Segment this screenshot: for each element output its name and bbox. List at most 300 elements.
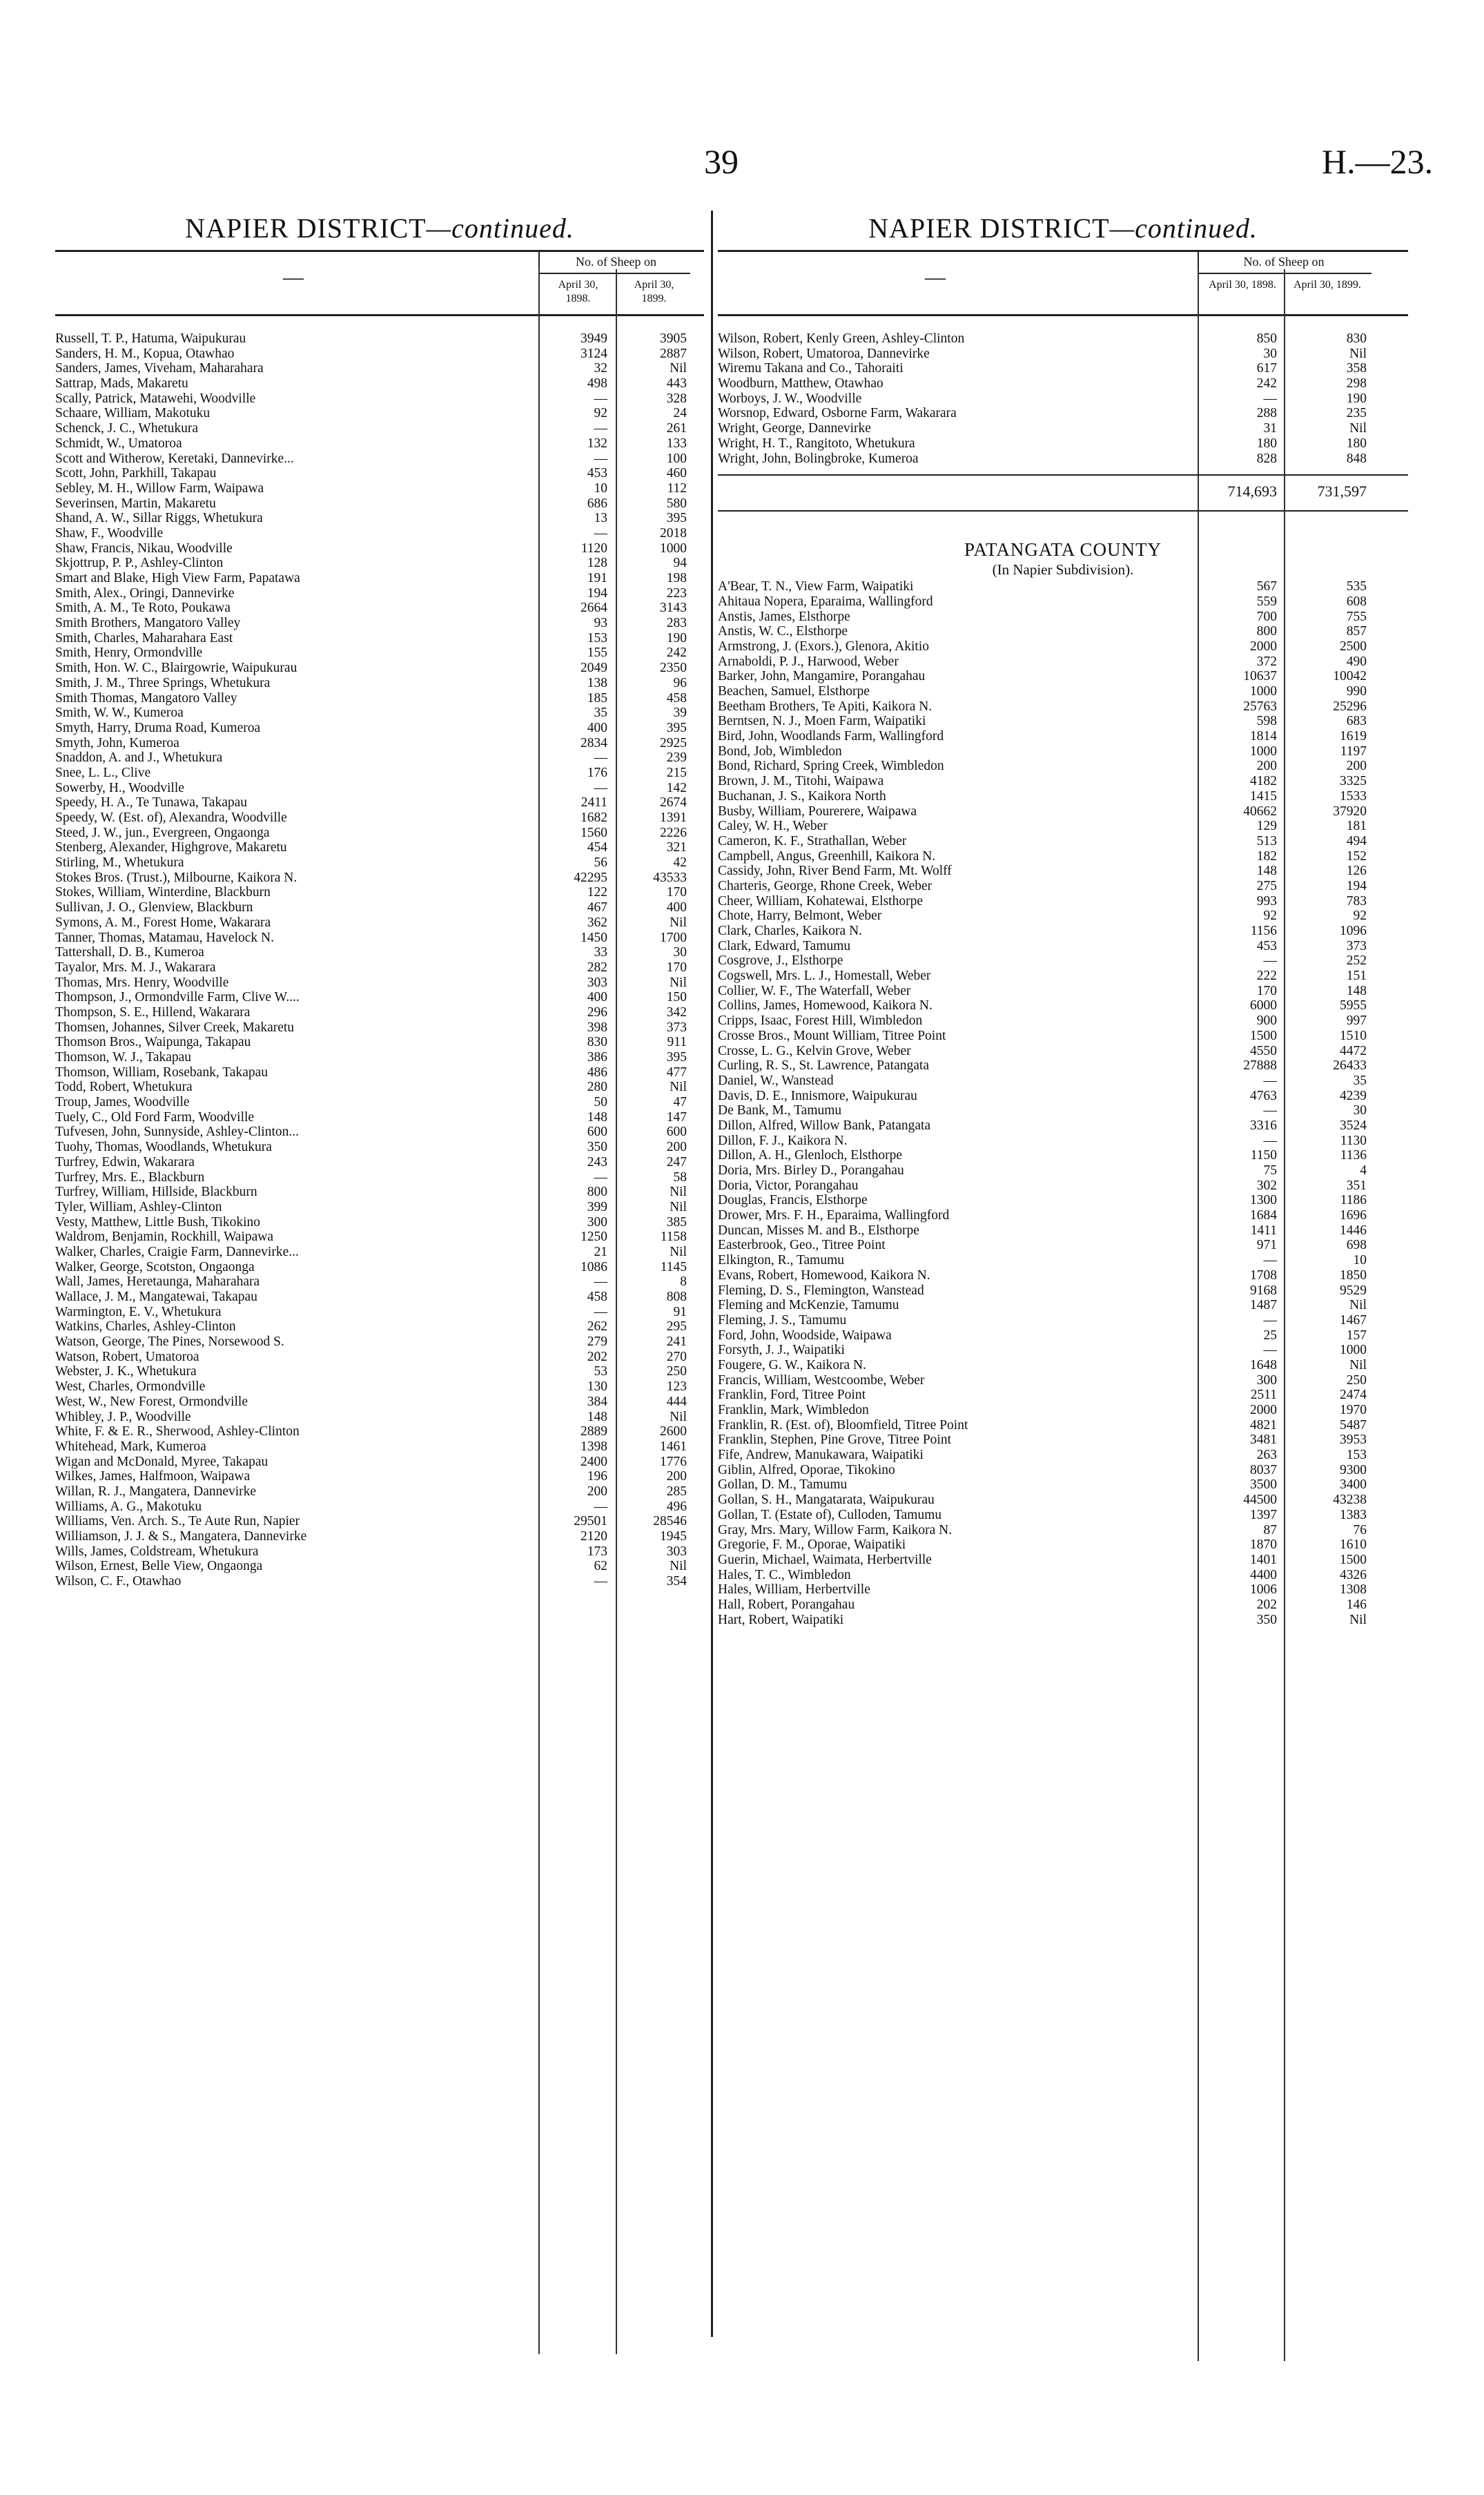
right-header-dash: — [925,266,946,289]
holder-name: Fleming, D. S., Flemington, Wanstead [718,1283,924,1298]
sheep-1899: 1197 [1340,744,1367,759]
sheep-1899: 443 [666,376,687,391]
holder-name: Sebley, M. H., Willow Farm, Waipawa [55,480,264,496]
sheep-1898: 4400 [1250,1567,1277,1582]
table-row [718,939,1408,954]
sheep-1899: 808 [666,1290,687,1304]
sheep-1899: 35 [1353,1073,1367,1088]
holder-name: Busby, William, Pourerere, Waipawa [718,804,917,819]
sheep-1899: 283 [666,616,687,631]
holder-name: Hall, Robert, Porangahau [718,1597,855,1612]
sheep-1899: 28546 [653,1514,687,1529]
sheep-1898: 8037 [1250,1462,1277,1477]
sheep-1899: 997 [1346,1013,1367,1029]
table-row [55,331,704,347]
sheep-1899: 180 [1346,436,1367,451]
sheep-1898: 1560 [580,825,607,840]
holder-name: Fleming and McKenzie, Tamumu [718,1298,899,1313]
sheep-1898: 92 [594,406,607,421]
holder-name: Turfrey, Edwin, Wakarara [55,1154,195,1169]
table-row [55,826,704,841]
holder-name: Gray, Mrs. Mary, Willow Farm, Kaikora N. [718,1522,953,1537]
sheep-1899: 1850 [1340,1268,1367,1283]
table-row [55,526,704,541]
table-row [55,1290,704,1305]
sheep-1899: 460 [666,466,687,481]
sheep-1898: 2834 [580,735,607,750]
sheep-1898: 1000 [1250,684,1277,699]
right-header-sheep: No. of Sheep on [1243,255,1325,269]
table-row [55,900,704,915]
holder-name: Scally, Patrick, Matawehi, Woodville [55,391,256,406]
table-row [718,714,1408,729]
holder-name: Cripps, Isaac, Forest Hill, Wimbledon [718,1013,923,1029]
holder-name: Thomas, Mrs. Henry, Woodville [55,975,229,990]
sheep-1899: 1970 [1340,1403,1367,1417]
right-header-sheep-rule [1199,273,1371,274]
sheep-1898: 2664 [580,601,607,616]
sheep-1899: 4472 [1340,1043,1367,1058]
sheep-1898: 559 [1256,594,1277,609]
holder-name: Steed, J. W., jun., Evergreen, Ongaonga [55,825,270,840]
holder-name: Snaddon, A. and J., Whetukura [55,750,223,766]
table-row [718,1508,1408,1523]
holder-name: Douglas, Francis, Elsthorpe [718,1193,868,1208]
sheep-1899: 9529 [1340,1283,1367,1298]
sheep-1898: — [594,1574,607,1589]
sheep-1899: 2500 [1340,639,1367,654]
holder-name: Clark, Edward, Tamumu [718,938,851,953]
table-row [55,871,704,886]
table-row [55,885,704,900]
holder-name: Smith, Henry, Ormondville [55,645,203,661]
holder-name: Buchanan, J. S., Kaikora North [718,788,886,804]
table-row [718,1582,1408,1598]
sheep-1898: 467 [587,900,607,915]
table-row [55,1379,704,1395]
holder-name: Schmidt, W., Umatoroa [55,436,182,451]
table-row [718,1193,1408,1208]
sheep-1898: 350 [1256,1612,1277,1627]
sheep-1899: 235 [1346,406,1367,421]
sheep-1899: 223 [666,585,687,601]
sheep-1899: 150 [666,990,687,1005]
sheep-1898: 288 [1256,406,1277,421]
sheep-1899: 151 [1346,969,1367,984]
table-row [718,1148,1408,1163]
holder-name: Tayalor, Mrs. M. J., Wakarara [55,960,216,975]
sheep-1899: 153 [1346,1448,1367,1463]
table-row [55,1215,704,1230]
sheep-1898: 1684 [1250,1208,1277,1223]
sheep-1899: 4326 [1340,1567,1367,1582]
holder-name: Wilson, Robert, Umatoroa, Dannevirke [718,346,930,361]
sheep-1898: 993 [1256,893,1277,909]
table-row [55,586,704,601]
table-row [718,1613,1408,1628]
holder-name: Davis, D. E., Innismore, Waipukurau [718,1088,917,1103]
sheep-1898: 399 [587,1199,607,1214]
right-header-col1: April 30, 1898. [1209,279,1276,291]
holder-name: A'Bear, T. N., View Farm, Waipatiki [718,579,914,594]
table-row [718,804,1408,819]
table-row [55,1455,704,1470]
sheep-1898: 122 [587,885,607,900]
holder-name: Thomsen, Johannes, Silver Creek, Makaretu [55,1020,295,1035]
sheep-1898: 10 [594,480,607,496]
holder-name: Beachen, Samuel, Elsthorpe [718,684,870,699]
table-row [718,391,1408,407]
sheep-1899: 321 [666,840,687,855]
table-row [55,1305,704,1320]
sheep-1898: 300 [587,1214,607,1230]
table-row [718,1163,1408,1178]
table-row [55,795,704,810]
sheep-1899: 198 [666,571,687,585]
holder-name: Smith Thomas, Mangatoro Valley [55,690,237,706]
sheep-1898: 617 [1256,361,1277,376]
sheep-1899: 395 [666,511,687,526]
left-header-sheep-rule [540,273,690,274]
table-row [718,1433,1408,1448]
right-heading [718,207,1408,250]
table-row [718,1134,1408,1149]
holder-name: Evans, Robert, Homewood, Kaikora N. [718,1268,930,1283]
sheep-1899: 2226 [660,825,687,840]
sheep-1898: 2411 [580,795,607,810]
sheep-1899: 373 [1346,938,1367,953]
holder-name: Smith Brothers, Mangatoro Valley [55,616,241,631]
table-row [55,706,704,721]
holder-name: Watson, Robert, Umatoroa [55,1349,199,1364]
right-table-body-top [718,331,1408,466]
sheep-1898: 29501 [574,1514,607,1529]
sheep-1898: 185 [587,690,607,706]
sheep-1899: 261 [666,421,687,436]
table-row [55,691,704,706]
sheep-1899: 194 [1346,878,1367,893]
sheep-1898: 1450 [580,930,607,945]
totals-row [718,474,1408,512]
sheep-1898: — [594,1304,607,1319]
sheep-1898: 567 [1256,579,1277,594]
sheep-1898: 1415 [1250,788,1277,804]
holder-name: Fleming, J. S., Tamumu [718,1312,847,1328]
table-row [718,1358,1408,1373]
county-table-body [718,579,1408,1627]
holder-name: Todd, Robert, Whetukura [55,1080,193,1095]
sheep-1899: 5955 [1340,998,1367,1013]
sheep-1898: 202 [1256,1597,1277,1612]
sheep-1898: 302 [1256,1178,1277,1193]
sheep-1899: 241 [666,1334,687,1350]
table-row [718,684,1408,699]
sheep-1898: 130 [587,1379,607,1395]
table-row [718,984,1408,999]
holder-name: Stokes, William, Winterdine, Blackburn [55,885,271,900]
sheep-1899: 1461 [660,1439,687,1454]
holder-name: Scott, John, Parkhill, Takapau [55,466,217,481]
holder-name: Collier, W. F., The Waterfall, Weber [718,983,911,998]
holder-name: Drower, Mrs. F. H., Eparaima, Wallingford [718,1208,950,1223]
holder-name: Warmington, E. V., Whetukura [55,1304,222,1319]
sheep-1899: 698 [1346,1238,1367,1253]
holder-name: Wallace, J. M., Mangatewai, Takapau [55,1290,257,1304]
holder-name: Curling, R. S., St. Lawrence, Patangata [718,1058,929,1074]
column-divider [711,211,713,2337]
holder-name: Stenberg, Alexander, Highgrove, Makaretu [55,840,287,855]
table-row [55,781,704,796]
sheep-1899: 190 [1346,391,1367,406]
sheep-1898: 1814 [1250,729,1277,744]
sheep-1899: 100 [666,451,687,466]
sheep-1899: 298 [1346,376,1367,391]
table-row [55,1080,704,1095]
holder-name: Walker, Charles, Craigie Farm, Dannevirke... [55,1244,299,1259]
sheep-1898: 1120 [580,541,607,556]
total-1898: 714,693 [1227,483,1277,501]
holder-name: Bond, Job, Wimbledon [718,744,842,759]
holder-name: White, F. & E. R., Sherwood, Ashley-Clinton [55,1424,300,1439]
sheep-1898: 155 [587,645,607,661]
sheep-1898: 1300 [1250,1193,1277,1208]
sheep-1899: 1500 [1340,1552,1367,1567]
table-row [718,1418,1408,1433]
holder-name: Cassidy, John, River Bend Farm, Mt. Wolff [718,864,952,879]
holder-name: Schaare, William, Makotuku [55,406,211,421]
table-row [718,953,1408,969]
left-table-body [55,331,704,1589]
sheep-1898: 35 [594,706,607,721]
table-row [718,361,1408,376]
holder-name: Watkins, Charles, Ashley-Clinton [55,1319,236,1334]
table-row [718,1568,1408,1583]
page-reference: H.—23. [1322,142,1434,181]
holder-name: Smart and Blake, High View Farm, Papatawa [55,571,300,585]
table-row [55,1125,704,1140]
sheep-1898: 1411 [1250,1223,1277,1238]
table-row [55,766,704,781]
table-row [55,1410,704,1425]
sheep-1898: 800 [1256,624,1277,639]
sheep-1899: 1776 [660,1454,687,1469]
holder-name: Turfrey, William, Hillside, Blackburn [55,1185,257,1200]
sheep-1899: 170 [666,960,687,975]
holder-name: Ford, John, Woodside, Waipawa [718,1328,892,1343]
sheep-1898: 3481 [1250,1433,1277,1448]
sheep-1898: — [1263,953,1277,969]
holder-name: Thompson, J., Ormondville Farm, Clive W.... [55,990,300,1005]
sheep-1899: 3400 [1340,1477,1367,1493]
table-row [55,1574,704,1589]
sheep-1899: Nil [670,1185,687,1200]
sheep-1898: 275 [1256,878,1277,893]
sheep-1899: 342 [666,1004,687,1020]
sheep-1898: — [594,1499,607,1514]
sheep-1898: 2511 [1250,1388,1277,1403]
sheep-1898: 200 [587,1484,607,1499]
sheep-1898: 25 [1263,1328,1277,1343]
table-row [718,421,1408,436]
sheep-1899: 10042 [1333,669,1367,684]
sheep-1899: 400 [666,900,687,915]
table-row [55,466,704,481]
sheep-1899: 30 [673,945,687,960]
table-row [718,924,1408,939]
table-row [55,541,704,556]
table-row [718,1238,1408,1253]
sheep-1898: 27888 [1243,1058,1277,1074]
sheep-1898: 3124 [580,346,607,361]
sheep-1898: 9168 [1250,1283,1277,1298]
sheep-1899: 2887 [660,346,687,361]
holder-name: Scott and Witherow, Keretaki, Dannevirke... [55,451,294,466]
sheep-1898: — [1263,1253,1277,1268]
sheep-1899: 96 [673,675,687,690]
sheep-1898: 4763 [1250,1088,1277,1103]
sheep-1898: 280 [587,1080,607,1095]
sheep-1899: 5487 [1340,1417,1367,1433]
sheep-1899: 857 [1346,624,1367,639]
sheep-1898: 1500 [1250,1028,1277,1043]
sheep-1899: Nil [670,361,687,376]
table-row [55,376,704,391]
sheep-1898: 173 [587,1544,607,1559]
sheep-1899: 990 [1346,684,1367,699]
table-row [718,1089,1408,1104]
holder-name: Clark, Charles, Kaikora N. [718,924,863,938]
sheep-1899: 830 [1346,331,1367,346]
sheep-1898: 453 [587,466,607,481]
sheep-1899: 30 [1353,1103,1367,1118]
left-header-col2: April 30, 1899. [634,279,674,304]
holder-name: Walker, George, Scotston, Ongaonga [55,1259,255,1274]
sheep-1899: 1945 [660,1529,687,1544]
table-row [718,864,1408,879]
holder-name: Campbell, Angus, Greenhill, Kaikora N. [718,848,936,864]
sheep-1898: 153 [587,630,607,645]
table-row [718,1328,1408,1343]
sheep-1898: 191 [587,571,607,585]
sheep-1898: — [594,780,607,795]
sheep-1898: 830 [587,1035,607,1050]
right-header-col2: April 30, 1899. [1293,279,1361,291]
table-row [718,759,1408,774]
sheep-1899: 42 [673,855,687,871]
sheep-1898: 971 [1256,1238,1277,1253]
holder-name: Thomson, William, Rosebank, Takapau [55,1065,269,1080]
sheep-1898: 262 [587,1319,607,1334]
sheep-1899: 239 [666,750,687,766]
sheep-1899: 252 [1346,953,1367,969]
sheep-1899: 1096 [1340,924,1367,938]
sheep-1898: 1648 [1250,1357,1277,1372]
table-row [55,452,704,467]
table-row [55,601,704,616]
sheep-1898: 1156 [1250,924,1277,938]
sheep-1898: — [594,1274,607,1290]
table-row [55,736,704,751]
table-row [718,331,1408,347]
sheep-1898: 1708 [1250,1268,1277,1283]
sheep-1898: 32 [594,361,607,376]
table-row [718,1403,1408,1418]
table-row [718,347,1408,362]
sheep-1898: 176 [587,765,607,780]
table-row [55,361,704,376]
holder-name: Bird, John, Woodlands Farm, Wallingford [718,729,944,744]
holder-name: Cogswell, Mrs. L. J., Homestall, Weber [718,969,931,984]
sheep-1898: 800 [587,1185,607,1200]
holder-name: Smith, W. W., Kumeroa [55,706,184,721]
sheep-1899: 43238 [1333,1493,1367,1508]
holder-name: Smith, Alex., Oringi, Dannevirke [55,585,235,601]
sheep-1899: 242 [666,645,687,661]
sheep-1899: 285 [666,1484,687,1499]
sheep-1899: 123 [666,1379,687,1395]
holder-name: Ahitaua Nopera, Eparaima, Wallingford [718,594,933,609]
holder-name: Speedy, H. A., Te Tunawa, Takapau [55,795,248,810]
holder-name: Cheer, William, Kohatewai, Elsthorpe [718,893,923,909]
holder-name: Fife, Andrew, Manukawara, Waipatiki [718,1448,924,1463]
table-row [55,1544,704,1560]
sheep-1899: Nil [670,915,687,930]
table-row [55,481,704,496]
holder-name: Berntsen, N. J., Moen Farm, Waipatiki [718,714,926,729]
table-row [55,1469,704,1484]
table-row [718,436,1408,452]
holder-name: Gollan, D. M., Tamumu [718,1477,848,1493]
table-row [55,855,704,871]
table-row [718,1537,1408,1553]
holder-name: Williamson, J. J. & S., Mangatera, Dannevirke [55,1529,307,1544]
table-row [718,610,1408,625]
sheep-1898: 182 [1256,848,1277,864]
sheep-1899: 1186 [1340,1193,1367,1208]
sheep-1899: 92 [1353,909,1367,924]
left-header-sheep: No. of Sheep on [576,255,656,269]
table-row [55,1245,704,1260]
sheep-1898: 243 [587,1154,607,1169]
holder-name: Smith, Charles, Maharahara East [55,630,233,645]
sheep-1899: 3905 [660,331,687,346]
table-row [718,1058,1408,1074]
table-row [55,1439,704,1455]
sheep-1899: 58 [673,1169,687,1185]
holder-name: Severinsen, Martin, Makaretu [55,496,216,511]
holder-name: Russell, T. P., Hatuma, Waipukurau [55,331,246,346]
sheep-1899: 25296 [1333,699,1367,714]
sheep-1899: 1000 [660,541,687,556]
holder-name: Schenck, J. C., Whetukura [55,421,199,436]
table-row [718,1029,1408,1044]
sheep-1899: Nil [670,1080,687,1095]
sheep-1898: — [1263,1073,1277,1088]
sheep-1899: 303 [666,1544,687,1559]
sheep-1899: 2474 [1340,1388,1367,1403]
holder-name: Sattrap, Mads, Makaretu [55,376,188,391]
holder-name: Tuohy, Thomas, Woodlands, Whetukura [55,1140,272,1155]
holder-name: Cosgrove, J., Elsthorpe [718,953,843,969]
sheep-1899: 354 [666,1574,687,1589]
table-row [718,376,1408,391]
sheep-1899: 496 [666,1499,687,1514]
sheep-1898: 21 [594,1244,607,1259]
sheep-1898: 1397 [1250,1507,1277,1522]
table-row [718,819,1408,834]
sheep-1898: 3316 [1250,1118,1277,1133]
sheep-1899: 146 [1346,1597,1367,1612]
